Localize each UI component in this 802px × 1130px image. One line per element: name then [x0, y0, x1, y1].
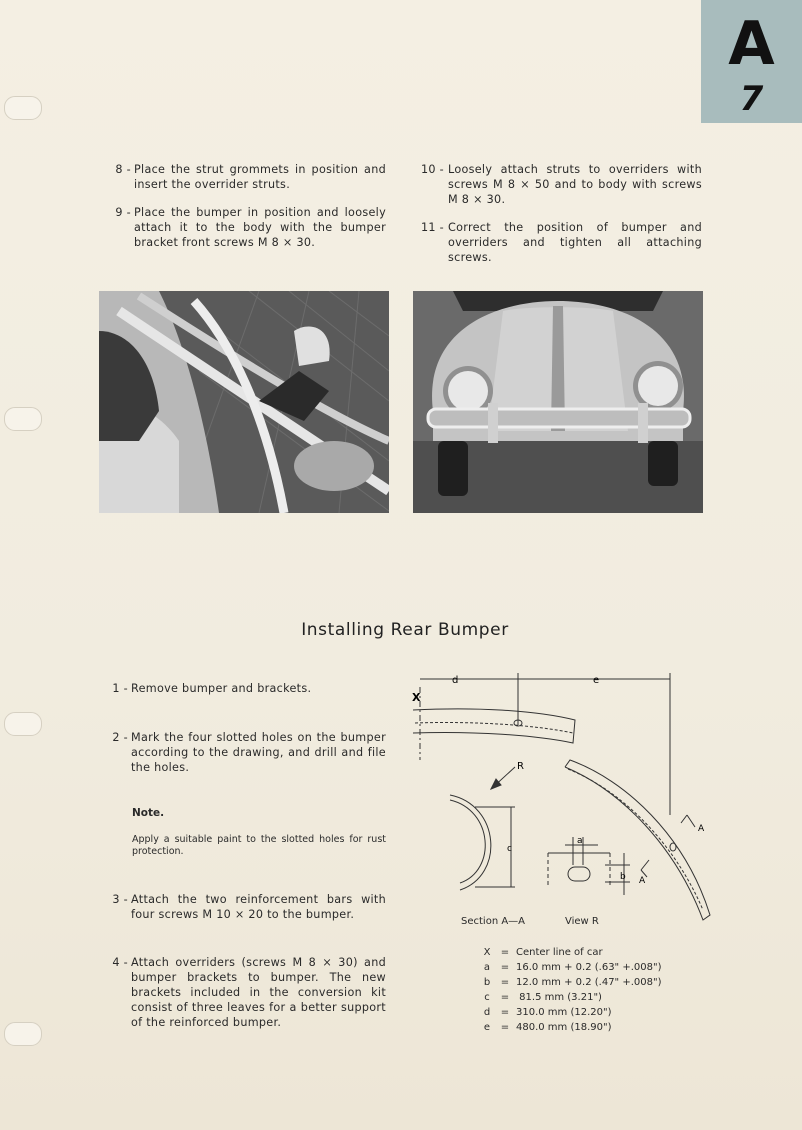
legend-key: X [483, 947, 491, 958]
label-section-a2: A [639, 876, 646, 886]
step-number: 11 - [420, 221, 444, 234]
photo-car-illustration [413, 291, 703, 513]
step-10 [414, 162, 702, 207]
label-x: X [412, 691, 421, 704]
legend-value: 12.0 mm + 0.2 (.47" +.008") [516, 977, 662, 988]
rear-step-4 [104, 955, 386, 1030]
label-a: a [577, 836, 583, 846]
legend-key: c [484, 992, 490, 1003]
legend-value: 310.0 mm (12.20") [516, 1007, 612, 1018]
label-c: c [507, 844, 512, 854]
note-text: Apply a suitable paint to the slotted holes for rust protection. [132, 834, 386, 857]
legend-key: b [483, 977, 491, 988]
step-number: 8 - [115, 163, 131, 176]
legend-value: 16.0 mm + 0.2 (.63" +.008") [516, 962, 662, 973]
label-e: e [593, 675, 600, 686]
legend-key: d [483, 1007, 491, 1018]
caption-section: Section A—A [461, 916, 526, 927]
step-number: 1 - [112, 682, 128, 695]
step-text: Attach the two reinforcement bars with four screws M 10 × 20 to the bumper. [131, 893, 386, 921]
legend-row [480, 960, 661, 975]
legend-eq: = [500, 962, 510, 973]
legend-value: Center line of car [516, 947, 603, 958]
tab-letter: A [728, 9, 775, 79]
legend-row [480, 975, 661, 990]
legend-eq: = [500, 1007, 510, 1018]
binder-hole [4, 1022, 42, 1046]
step-number: 10 - [420, 163, 444, 176]
note-title: Note. [132, 807, 165, 819]
binder-hole [4, 96, 42, 120]
legend-key: a [483, 962, 491, 973]
bumper-drilling-diagram [405, 665, 715, 940]
legend-eq: = [500, 1022, 510, 1033]
rear-step-3 [104, 892, 386, 922]
legend-row [480, 1020, 661, 1035]
legend-eq: = [500, 977, 510, 988]
step-text: Remove bumper and brackets. [131, 682, 312, 695]
step-8 [104, 162, 386, 192]
step-number: 9 - [115, 206, 131, 219]
section-tab [701, 0, 802, 123]
step-text: Attach overriders (screws M 8 × 30) and bumper brackets to bumper. The new brackets included in the conversion kit consist of three leaves for a better support of the reinforced bumper. [131, 956, 386, 1029]
binder-hole [4, 407, 42, 431]
photo-bracket-illustration [99, 291, 389, 513]
legend-row [480, 1005, 661, 1020]
legend-value: 81.5 mm (3.21") [516, 992, 602, 1003]
step-text: Place the bumper in position and loosely attach it to the body with the bumper bracket front screws M 8 × 30. [134, 206, 386, 249]
step-text: Loosely attach struts to overriders with screws M 8 × 50 and to body with screws M 8 × 30. [448, 163, 702, 206]
step-text: Place the strut grommets in position and insert the overrider struts. [134, 163, 386, 191]
step-11 [414, 220, 702, 265]
rear-step-2 [104, 730, 386, 775]
dimension-legend [480, 945, 661, 1035]
photo-bumper-bracket [99, 291, 389, 513]
step-9 [104, 205, 386, 250]
label-b: b [620, 872, 626, 882]
step-number: 3 - [112, 893, 128, 906]
step-number: 4 - [112, 956, 128, 969]
legend-value: 480.0 mm (18.90") [516, 1022, 612, 1033]
photo-car-front [413, 291, 703, 513]
label-r: R [517, 761, 524, 772]
label-section-a: A [698, 824, 705, 834]
section-title: Installing Rear Bumper [301, 620, 509, 640]
label-d: d [452, 675, 459, 686]
step-text: Mark the four slotted holes on the bumper according to the drawing, and drill and file the holes. [131, 731, 386, 774]
legend-eq: = [500, 947, 510, 958]
legend-row [480, 945, 661, 960]
caption-view: View R [565, 916, 599, 927]
step-number: 2 - [112, 731, 128, 744]
legend-row [480, 990, 661, 1005]
binder-hole [4, 712, 42, 736]
legend-eq: = [500, 992, 510, 1003]
rear-step-1 [104, 681, 386, 696]
tab-number: 7 [739, 79, 764, 119]
legend-key: e [483, 1022, 491, 1033]
step-text: Correct the position of bumper and overriders and tighten all attaching screws. [448, 221, 702, 264]
